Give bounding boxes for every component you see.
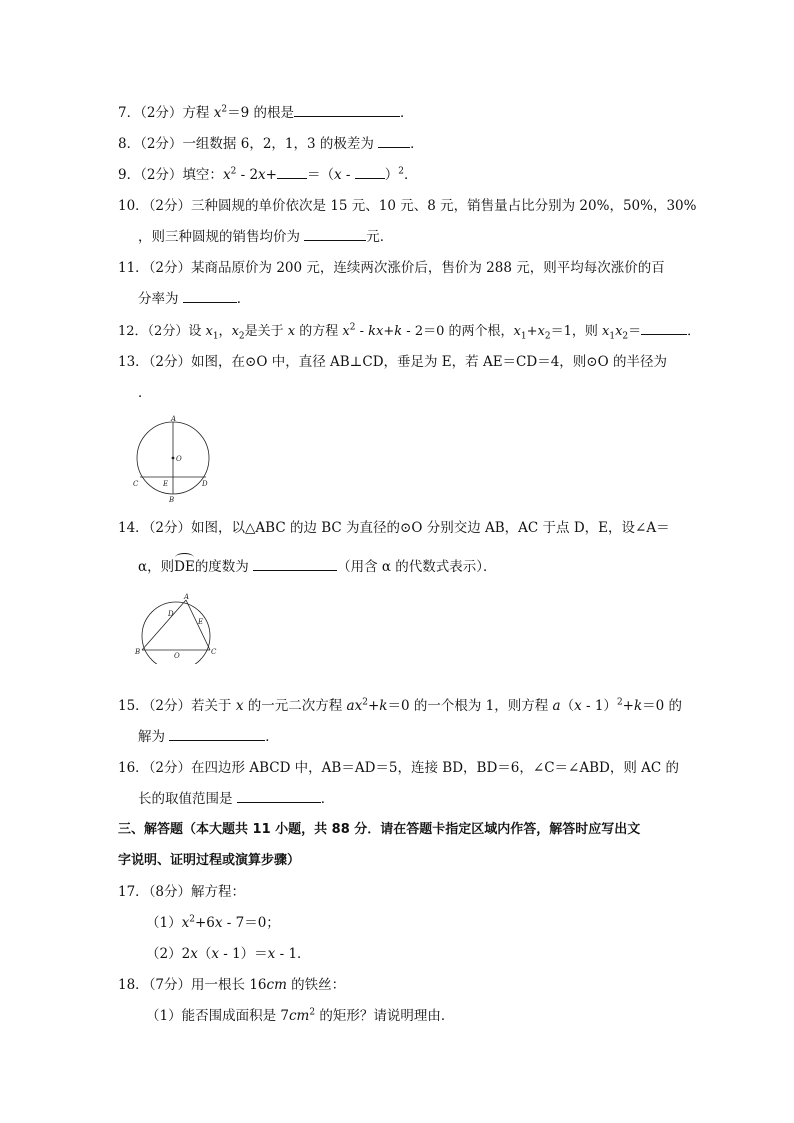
q12-end: ． [687,324,701,339]
label-a: A [171,415,177,423]
q11-end: ． [236,291,251,307]
q15-text: 若关于 [191,698,236,714]
label-b: B [169,496,175,504]
q15-var: k [379,698,388,714]
q18-unit: cm [288,1008,310,1024]
question-number: 10． [118,198,149,214]
q17-exp: 2 [189,914,195,925]
question-number: 16． [118,760,149,776]
q7-text-2: ＝9 的根是 [227,105,294,121]
q9-minus: - [341,167,355,183]
question-number: 11． [118,260,149,276]
q17-p1: +6 [194,915,215,931]
question-14-cont [138,558,497,576]
q13-line-1: 如图，在⊙O 中，直径 AB⊥CD，垂足为 E，若 AE＝CD＝4，则⊙O 的半径为 [191,354,667,370]
answer-blank [277,166,307,179]
label-e: E [198,618,204,626]
label-d: D [168,610,174,618]
q10-line-1: 三种圆规的单价依次是 15 元、10 元、8 元，销售量占比分别为 20%，50%，30% [191,198,697,214]
q12-var: x [376,324,384,339]
question-number: 9． [118,167,141,183]
q14-tail: （用含 α 的代数式表示）． [337,559,497,575]
question-score: （2分） [140,105,183,121]
answer-blank [253,558,337,571]
q14-text: α，则 [138,559,175,575]
question-12 [118,322,700,341]
q15-var: ax [346,698,363,714]
question-score: （2分） [148,520,192,536]
q15-line-2: 解为 [138,729,170,745]
q14-line-1: 如图，以△ABC 的边 BC 为直径的⊙O 分别交边 AB，AC 于点 D，E，设∠A＝ [191,520,670,536]
section-3-line-2: 字说明、证明过程或演算步骤） [118,853,301,868]
q12-var: x [513,324,521,339]
q12-text: - [355,324,369,339]
q17-p2: - 1． [275,946,311,962]
q12-var: x [615,324,623,339]
q12-var: x [601,324,610,339]
q9-text: 填空： [182,167,223,183]
center-point [172,457,175,460]
section-3-heading [118,821,640,839]
question-14 [118,519,670,537]
q12-var: k [368,324,377,339]
q12-sub: 2 [622,331,629,342]
question-17 [118,883,245,901]
q17-var: x [190,946,198,962]
q12-sub: 1 [212,331,219,342]
question-15-cont [138,728,279,746]
q12-sub: 2 [544,331,551,342]
q10-end: 元． [366,229,394,245]
q12-sub: 1 [520,331,527,342]
q9-close: ） [384,167,399,183]
q17-var: x [211,946,219,962]
q12-var: x [287,324,296,339]
q13-line-2: ． [138,385,152,401]
q9-var: x [222,167,231,183]
question-15 [118,697,682,715]
question-16 [118,759,679,777]
q17-p1: - 7＝0； [222,915,280,931]
side-ab [142,600,186,650]
q15-text: ＝0 的一个根为 1，则方程 [387,698,553,714]
q12-text: - 2＝0 的两个根， [402,324,514,339]
q17-p1: （1） [146,915,182,931]
question-13-cont [138,384,152,402]
arc-de: DE [174,559,195,575]
q15-exp: 2 [362,697,368,708]
label-o: O [176,455,182,463]
q17-p2: （2）2 [146,946,191,962]
question-16-cont [138,790,334,808]
question-number: 17． [118,884,149,900]
label-e: E [163,480,169,488]
q12-exp: 2 [349,322,356,333]
q12-text: ＝1，则 [550,324,602,339]
q12-text: 是关于 [244,324,288,339]
q15-text: - 1） [581,698,617,714]
question-number: 7． [118,105,141,121]
q12-var: k [394,324,403,339]
question-7 [118,104,413,122]
q8-text: 一组数据 6，2，1，3 的极差为 [182,136,379,152]
question-score: （2分） [148,354,192,370]
q17-var: x [181,915,190,931]
q15-text: ＝0 的 [642,698,683,714]
answer-blank [304,228,366,241]
answer-blank [294,104,400,117]
question-score: （2分） [148,260,192,276]
q11-line-2: 分率为 [138,291,183,307]
question-8 [118,135,424,153]
question-9 [118,166,417,184]
q17-var: x [214,915,223,931]
q9-eq: ＝（ [306,167,334,183]
answer-blank-2 [355,166,385,179]
q15-var: a [552,698,561,714]
question-number: 15． [118,698,149,714]
q9-end: ． [403,167,418,183]
q12-text: ＝ [628,324,642,339]
question-17-part-1 [146,914,280,932]
question-score: （7分） [148,977,192,993]
q7-text: 方程 [182,105,214,121]
q9-plus: + [265,167,277,183]
q15-var: k [633,698,643,714]
q12-text: 设 [188,324,206,339]
question-score: （2分） [148,198,192,214]
q16-line-1: 在四边形 ABCD 中，AB＝AD＝5，连接 BD，BD＝6，∠C＝∠ABD，则 AC 的 [191,760,679,776]
q12-sub: 2 [238,331,245,342]
q14-text-2: 的度数为 [194,559,254,575]
q9-text-2: - 2 [236,167,259,183]
q12-text: + [526,324,538,339]
q18-text: 用一根长 16 [191,977,267,993]
q15-text: + [367,698,380,714]
q18-p1: 的矩形？请说明理由． [315,1008,455,1024]
question-10-cont [138,228,393,246]
q12-var: x [205,324,213,339]
question-number: 12． [118,324,148,339]
q10-line-2: ，则三种圆规的销售均价为 [138,229,305,245]
q13-circle-figure [132,414,218,506]
q12-comma: ， [218,324,232,339]
q12-sub: 1 [609,331,616,342]
q9-exp-2: 2 [398,166,404,177]
q9-var-2: x [258,167,266,183]
q12-text: + [383,324,395,339]
question-number: 13． [118,354,149,370]
q12-var: x [231,324,239,339]
q18-exp: 2 [309,1007,316,1018]
question-10 [118,197,696,215]
label-c: C [133,480,139,488]
question-score: （2分） [148,698,192,714]
q18-unit: cm [266,977,287,993]
question-18-part-1 [146,1007,454,1025]
q7-end: ． [399,105,414,121]
q17-text: 解方程： [191,884,246,900]
label-a: A [184,593,190,601]
q15-text: （ [560,698,575,714]
q18-text: 的铁丝： [286,977,346,993]
q7-exp: 2 [221,104,228,115]
q15-var: x [235,698,244,714]
question-13 [118,353,667,371]
label-o: O [174,652,180,660]
q14-triangle-figure [134,592,222,664]
question-11-cont [138,290,250,308]
question-score: （2分） [147,324,189,339]
q15-var: x [574,698,582,714]
question-18 [118,976,345,994]
q11-line-1: 某商品原价为 200 元，连续两次涨价后，售价为 288 元，则平均每次涨价的百 [191,260,665,276]
answer-blank [641,322,687,335]
q7-var: x [213,105,222,121]
q12-var: x [537,324,545,339]
q9-exp: 2 [230,166,237,177]
answer-blank [378,135,410,148]
q15-exp: 2 [616,697,623,708]
q12-text: 的方程 [295,324,343,339]
q17-p2: - 1）＝ [218,946,268,962]
answer-blank [237,790,321,803]
q15-end: ． [265,729,279,745]
q8-end: ． [410,136,424,152]
question-score: （2分） [140,136,183,152]
q17-var: x [267,946,276,962]
question-11 [118,259,665,277]
question-number: 14． [118,520,149,536]
answer-blank [169,728,265,741]
q16-line-2: 长的取值范围是 [138,791,237,807]
q9-var-3: x [333,167,342,183]
section-3-heading-cont [118,852,300,870]
label-c: C [211,648,217,656]
section-3-line-1: 三、解答题（本大题共 11 小题，共 88 分．请在答题卡指定区域内作答，解答时应写出文 [118,822,641,837]
question-score: （8分） [148,884,192,900]
question-number: 18． [118,977,149,993]
question-number: 8． [118,136,141,152]
q17-p2: （ [197,946,212,962]
question-score: （2分） [148,760,192,776]
q18-p1: （1）能否围成面积是 7 [146,1008,289,1024]
answer-blank [183,290,237,303]
question-17-part-2 [146,945,311,963]
question-score: （2分） [140,167,183,183]
q15-text: + [622,698,634,714]
q16-end: ． [320,791,335,807]
label-b: B [135,648,141,656]
q15-text: 的一元二次方程 [243,698,347,714]
q12-var: x [342,324,350,339]
label-d: D [202,480,208,488]
